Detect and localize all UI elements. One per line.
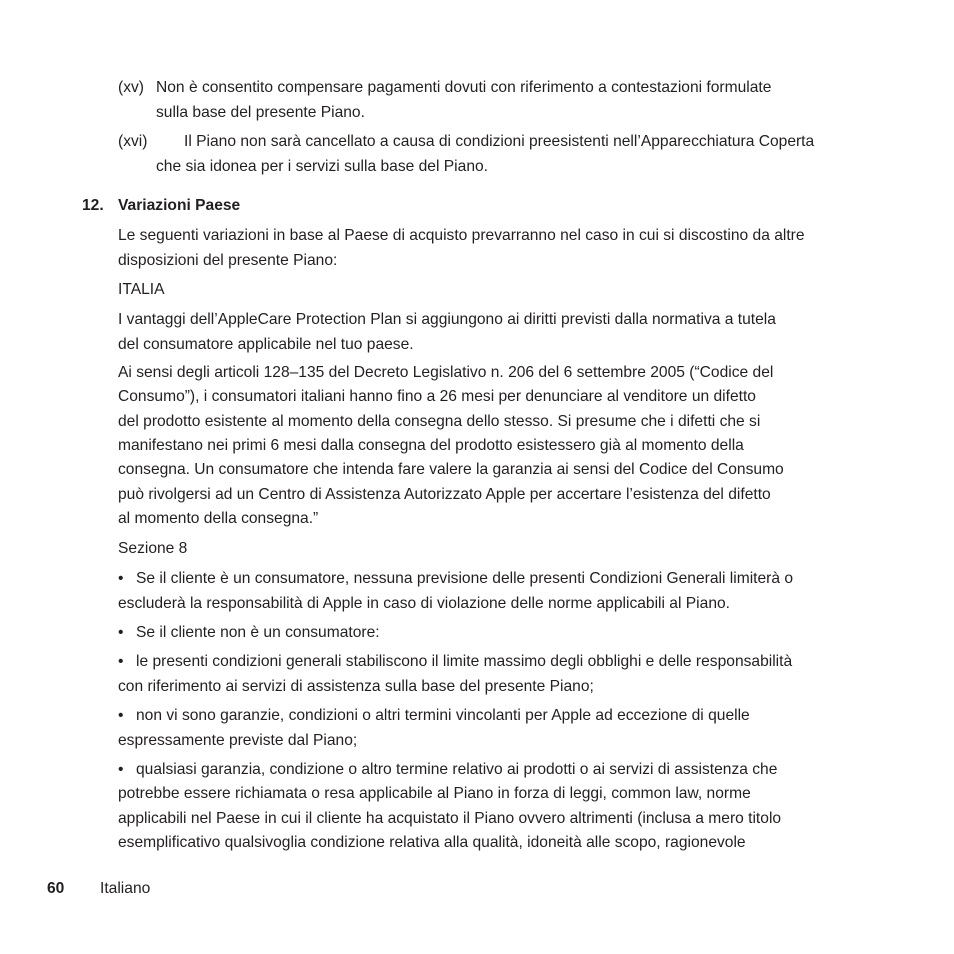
intro-line-2: disposizioni del presente Piano: xyxy=(118,251,338,269)
item-xv-line-2: sulla base del presente Piano. xyxy=(156,103,365,121)
bullet-marker: • xyxy=(118,761,124,778)
bullet-4-line-1: • non vi sono garanzie, condizioni o altri termini vincolanti per Apple ad eccezione di quelle xyxy=(118,704,750,729)
para2-line-5: consegna. Un consumatore che intenda fare valere la garanzia ai sensi del Codice del Consumo xyxy=(118,461,784,479)
item-xvi-line-1: Il Piano non sarà cancellato a causa di condizioni preesistenti nell’Apparecchiatura Coperta xyxy=(184,133,815,150)
page-number: 60 xyxy=(47,880,65,897)
item-xvi-line-2: che sia idonea per i servizi sulla base del Piano. xyxy=(156,157,488,175)
para2-line-1: Ai sensi degli articoli 128–135 del Decreto Legislativo n. 206 del 6 settembre 2005 (“Codice del xyxy=(118,364,774,381)
bullet-3-line-1: • le presenti condizioni generali stabiliscono il limite massimo degli obblighi e delle responsabilità xyxy=(118,650,792,675)
para2-line-4: manifestano nei primi 6 mesi dalla consegna del prodotto esistessero già al momento della xyxy=(118,436,744,454)
para2-line-3: del prodotto esistente al momento della consegna dello stesso. Si presume che i difetti che si xyxy=(118,412,761,430)
bullet-5-line-3: applicabili nel Paese in cui il cliente ha acquistato il Piano ovvero altrimenti (inclusa a mero titolo xyxy=(118,809,782,827)
para1-line-2: del consumatore applicabile nel tuo paese. xyxy=(118,335,414,353)
bullet-3-line-2: con riferimento ai servizi di assistenza sulla base del presente Piano; xyxy=(118,677,594,695)
bullet-2-line-1: • Se il cliente non è un consumatore: xyxy=(118,621,380,646)
bullet-marker: • xyxy=(118,624,124,641)
bullet-5-line-4: esemplificativo qualsivoglia condizione relativa alla qualità, idoneità alle scopo, ragionevole xyxy=(118,833,746,851)
footer-language: Italiano xyxy=(100,880,151,897)
bullet-marker: • xyxy=(118,570,124,587)
item-marker-xvi: (xvi) xyxy=(118,133,148,150)
item-xv-line-1: Non è consentito compensare pagamenti dovuti con riferimento a contestazioni formulate xyxy=(156,79,772,96)
section-title: Variazioni Paese xyxy=(118,197,241,214)
bullet-4-line-2: espressamente previste dal Piano; xyxy=(118,731,358,749)
para2-line-7: al momento della consegna.” xyxy=(118,509,319,527)
para2-line-6: può rivolgersi ad un Centro di Assistenza Autorizzato Apple per accertare l’esistenza del difetto xyxy=(118,485,771,503)
bullet-marker: • xyxy=(118,707,124,724)
bullet-1-line-2: escluderà la responsabilità di Apple in caso di violazione delle norme applicabili al Piano. xyxy=(118,594,730,612)
item-marker-xv: (xv) xyxy=(118,79,144,96)
bullet-5-line-1: • qualsiasi garanzia, condizione o altro termine relativo ai prodotti o ai servizi di assistenza che xyxy=(118,758,777,783)
section-number: 12. xyxy=(82,197,104,214)
sezione-label: Sezione 8 xyxy=(118,540,188,557)
para2-line-2: Consumo”), i consumatori italiani hanno fino a 26 mesi per denunciare al venditore un difetto xyxy=(118,388,756,406)
bullet-5-line-2: potrebbe essere richiamata o resa applicabile al Piano in forza di leggi, common law, norme xyxy=(118,785,751,803)
para1-line-1: I vantaggi dell’AppleCare Protection Plan si aggiungono ai diritti previsti dalla normativa a tutela xyxy=(118,311,776,328)
bullet-1-line-1: • Se il cliente è un consumatore, nessuna previsione delle presenti Condizioni Generali limiterà o xyxy=(118,567,793,592)
country-heading: ITALIA xyxy=(118,281,165,298)
bullet-marker: • xyxy=(118,653,124,670)
intro-line-1: Le seguenti variazioni in base al Paese di acquisto prevarranno nel caso in cui si discostino da altre xyxy=(118,227,805,244)
